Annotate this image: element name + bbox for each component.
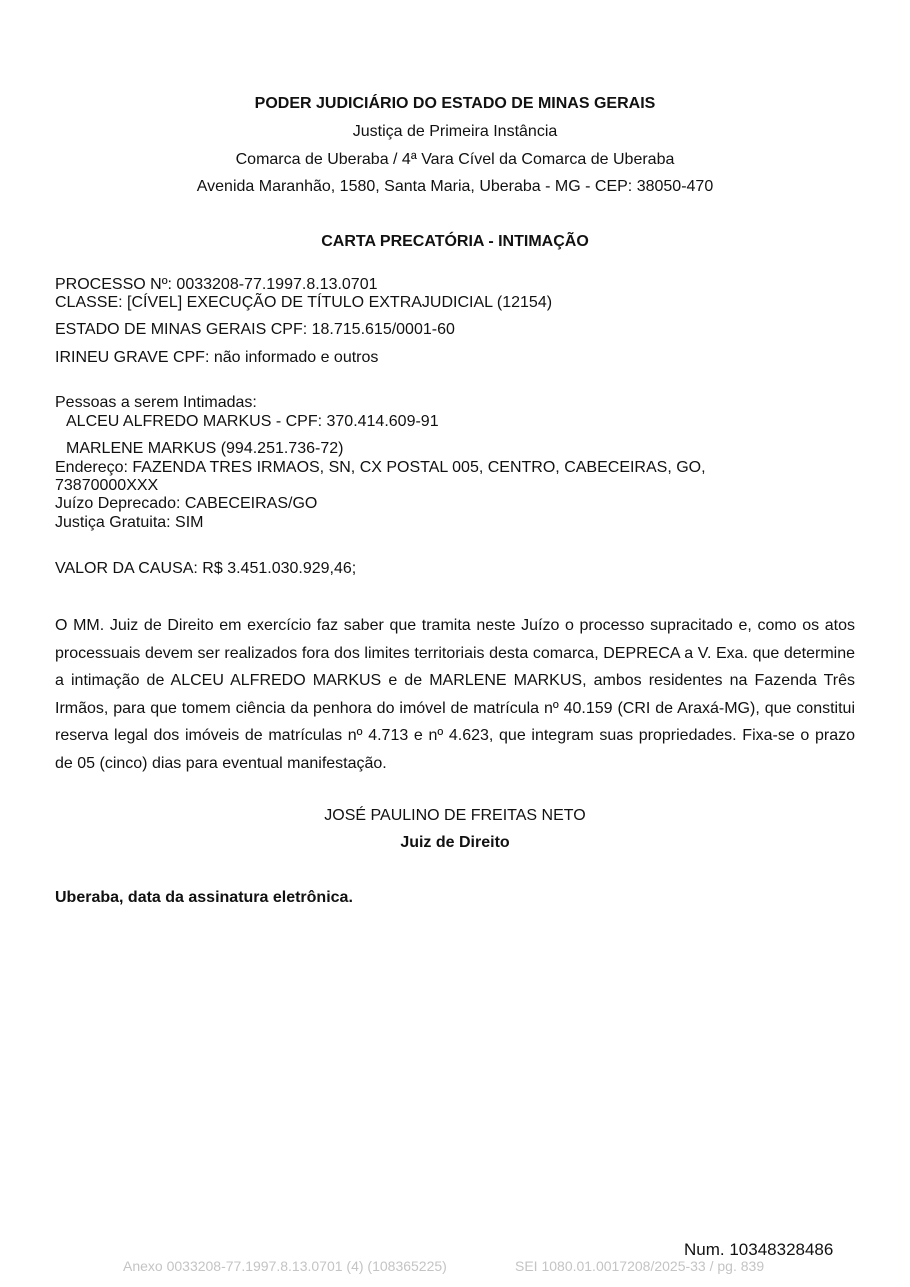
body-paragraph: O MM. Juiz de Direito em exercício faz saber que tramita neste Juízo o processo supracitado e, como os atos processuais devem ser realizados fora dos limites territoriais desta comarca, DEPRECA a V. Exa. que determine a intimação de ALCEU ALFREDO MARKUS e de MARLENE MARKUS, ambos residentes na Fazenda Três Irmãos, para que tomem ciência da penhora do imóvel de matrícula nº 40.159 (CRI de Araxá-MG), que constitui reserva legal dos imóveis de matrículas nº 4.713 e nº 4.623, que integram suas propriedades. Fixa-se o prazo de 05 (cinco) dias para eventual manifestação. — [55, 617, 855, 772]
court-address: Avenida Maranhão, 1580, Santa Maria, Uberaba - MG - CEP: 38050-470 — [196, 178, 714, 195]
intimated-person-2: MARLENE MARKUS (994.251.736-72) — [66, 440, 344, 457]
process-class: CLASSE: [CÍVEL] EXECUÇÃO DE TÍTULO EXTRAJUDICIAL (12154) — [55, 294, 553, 311]
process-number: PROCESSO Nº: 0033208-77.1997.8.13.0701 — [55, 276, 378, 293]
footer-sei: SEI 1080.01.0017208/2025-33 / pg. 839 — [515, 1258, 765, 1274]
cause-value: VALOR DA CAUSA: R$ 3.451.030.929,46; — [55, 560, 357, 577]
intimated-heading: Pessoas a serem Intimadas: — [55, 394, 257, 411]
judge-role: Juiz de Direito — [400, 834, 510, 851]
document-title: CARTA PRECATÓRIA - INTIMAÇÃO — [321, 233, 589, 250]
court-heading: PODER JUDICIÁRIO DO ESTADO DE MINAS GERAIS — [254, 95, 656, 112]
intimated-address: Endereço: FAZENDA TRES IRMAOS, SN, CX POSTAL 005, CENTRO, CABECEIRAS, GO, — [55, 459, 706, 476]
party-plaintiff: ESTADO DE MINAS GERAIS CPF: 18.715.615/0001-60 — [55, 321, 455, 338]
free-justice: Justiça Gratuita: SIM — [55, 514, 204, 531]
place-date: Uberaba, data da assinatura eletrônica. — [55, 889, 353, 906]
document-number: Num. 10348328486 — [684, 1240, 834, 1259]
comarca-line: Comarca de Uberaba / 4ª Vara Cível da Comarca de Uberaba — [235, 151, 675, 168]
footer-annex: Anexo 0033208-77.1997.8.13.0701 (4) (108365225) — [123, 1258, 447, 1274]
intimated-address-cont: 73870000XXX — [55, 477, 159, 494]
party-defendant: IRINEU GRAVE CPF: não informado e outros — [55, 349, 379, 366]
judge-name: JOSÉ PAULINO DE FREITAS NETO — [324, 807, 586, 824]
instance-line: Justiça de Primeira Instância — [352, 123, 558, 140]
intimated-person-1: ALCEU ALFREDO MARKUS - CPF: 370.414.609-91 — [66, 413, 439, 430]
deprecated-court: Juízo Deprecado: CABECEIRAS/GO — [55, 495, 318, 512]
